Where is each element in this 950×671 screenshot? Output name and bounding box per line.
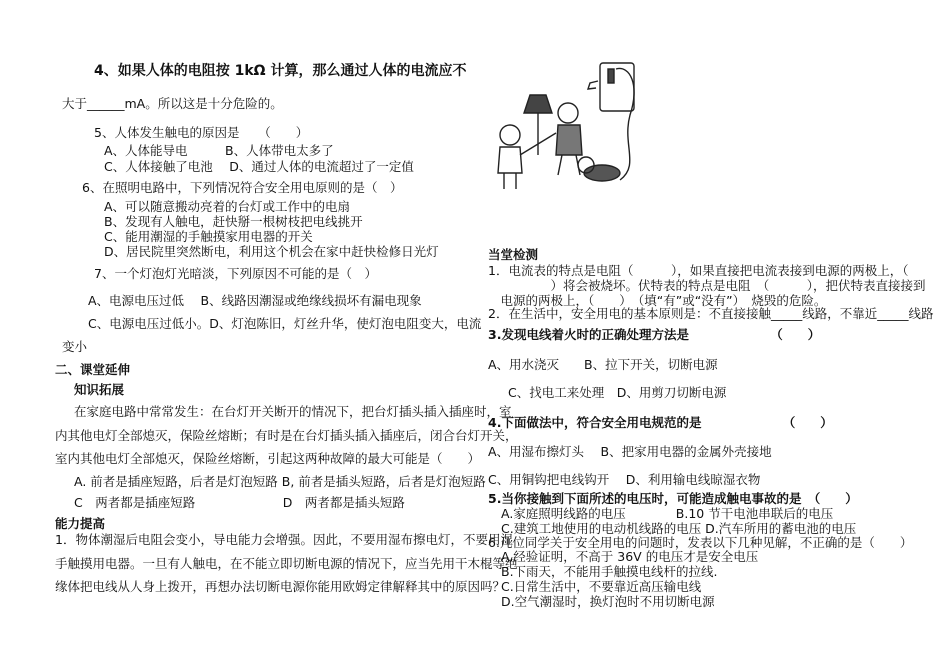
question-6-option-a: A、可以随意搬动亮着的台灯或工作中的电扇 <box>104 199 351 214</box>
right-question-4-stem: 4.下面做法中，符合安全用电规范的是 （ ） <box>488 415 833 430</box>
child-2-leg-shape <box>558 155 562 175</box>
ability-subtitle: 能力提高 <box>55 516 106 531</box>
section-2-title: 二、课堂延伸 <box>55 362 131 377</box>
knowledge-paragraph-line-2: 内其他电灯全部熄灭，保险丝熔断；有时是在台灯插头插入插座后，闭合台灯开关， <box>55 428 518 443</box>
socket-panel-shape <box>600 63 634 111</box>
right-question-6-option-d: D.空气潮湿时，换灯泡时不用切断电源 <box>501 594 715 609</box>
right-question-5-options-ab: A.家庭照明线路的电压 B.10 节干电池串联后的电压 <box>501 506 834 521</box>
right-question-3-options-cd: C、找电工来处理 D、用剪刀切断电源 <box>508 385 727 400</box>
right-question-4-options-cd: C、用铜钩把电线钩开 D、利用输电线晾湿衣物 <box>488 472 761 487</box>
right-question-6-option-b: B.下雨天，不能用手触摸电线杆的拉线. <box>501 564 718 579</box>
right-question-6-stem: 6.几位同学关于安全用电的问题时，发表以下几种见解，不正确的是（ ） <box>488 535 913 550</box>
hand-shape <box>588 81 598 89</box>
socket-plug-shape <box>608 69 614 83</box>
right-question-3-options-ab: A、用水浇灭 B、拉下开关，切断电源 <box>488 357 718 372</box>
knowledge-subtitle: 知识拓展 <box>74 382 125 397</box>
knowledge-options-cd: C 两者都是插座短路 D 两者都是插头短路 <box>74 495 405 510</box>
question-7-stem: 7、一个灯泡灯光暗淡，下列原因不可能的是（ ） <box>94 266 377 281</box>
electric-shock-illustration <box>490 55 660 195</box>
ability-paragraph-line-2: 手触摸用电器。一旦有人触电，在不能立即切断电源的情况下，应当先用干木棍等绝 <box>55 556 518 571</box>
right-question-5-stem: 5.当你接触到下面所述的电压时，可能造成触电事故的是 （ ） <box>488 491 858 506</box>
knowledge-paragraph-line-1: 在家庭电路中常常发生：在台灯开关断开的情况下，把台灯插头插入插座时，室 <box>74 404 512 419</box>
right-question-6-option-a: A.经验证明，不高于 36V 的电压才是安全电压 <box>501 549 759 564</box>
question-6-option-c: C、能用潮湿的手触摸家用电器的开关 <box>104 229 313 244</box>
question-4-line-1: 4、如果人体的电阻按 1kΩ 计算，那么通过人体的电流应不 <box>94 63 467 79</box>
right-question-6-option-c: C.日常生活中，不要靠近高压输电线 <box>501 579 702 594</box>
ability-paragraph-line-1: 1．物体潮湿后电阻会变小，导电能力会增强。因此，不要用湿布擦电灯，不要用湿 <box>55 532 513 547</box>
wire-shape <box>616 68 634 180</box>
question-6-option-d: D、居民院里突然断电，利用这个机会在家中赶快检修日光灯 <box>104 244 439 259</box>
child-1-body-shape <box>498 147 522 173</box>
question-5-options-cd: C、人体接触了电池 D、通过人体的电流超过了一定值 <box>104 159 414 174</box>
child-2-head-shape <box>558 103 578 123</box>
question-7-options-cd: C、电源电压过低小。D、灯泡陈旧，灯丝升华，使灯泡电阻变大，电流 <box>88 316 482 331</box>
child-1-head-shape <box>500 125 520 145</box>
child-2-body-shape <box>556 125 582 155</box>
knowledge-paragraph-line-3: 室内其他电灯全部熄灭，保险丝熔断，引起这两种故障的最大可能是（ ） <box>55 451 481 466</box>
ability-paragraph-line-3: 缘体把电线从人身上拨开，再想办法切断电源你能用欧姆定律解释其中的原因吗？ <box>55 579 506 594</box>
right-question-1-line-2: ）将会被烧坏。伏特表的特点是电阻 （ ），把伏特表直接接到 <box>488 278 926 293</box>
right-question-3-stem: 3.发现电线着火时的正确处理方法是 （ ） <box>488 327 821 342</box>
question-7-options-cd-cont: 变小 <box>62 339 88 354</box>
question-6-stem: 6、在照明电路中，下列情况符合安全用电原则的是（ ） <box>82 180 403 195</box>
right-question-4-options-ab: A、用湿布擦灯头 B、把家用电器的金属外壳接地 <box>488 444 772 459</box>
knowledge-options-ab: A. 前者是插座短路，后者是灯泡短路 B, 前者是插头短路，后者是灯泡短路 <box>74 474 486 489</box>
right-question-5-options-cd: C.建筑工地使用的电动机线路的电压 D.汽车所用的蓄电池的电压 <box>501 521 857 536</box>
question-7-options-ab: A、电源电压过低 B、线路因潮湿或绝缘线损坏有漏电现象 <box>88 293 422 308</box>
right-question-2: 2．在生活中，安全用电的基本原则是：不直接接触_____线路，不靠近_____线路 <box>488 306 934 321</box>
question-4-line-2: 大于______mA。所以这是十分危险的。 <box>62 96 283 111</box>
right-section-title: 当堂检测 <box>488 247 539 262</box>
question-6-option-b: B、发现有人触电，赶快掰一根树枝把电线挑开 <box>104 214 363 229</box>
question-5-options-ab: A、人体能导电 B、人体带电太多了 <box>104 143 334 158</box>
lamp-shade-shape <box>524 95 552 113</box>
right-question-1-line-3: 电源的两极上，（ ） （填“有”或“没有”） 烧毁的危险。 <box>488 293 827 308</box>
right-question-1-line-1: 1．电流表的特点是电阻（ ），如果直接把电流表接到电源的两极上，（ <box>488 263 909 278</box>
question-5-stem: 5、人体发生触电的原因是 （ ） <box>94 125 309 140</box>
